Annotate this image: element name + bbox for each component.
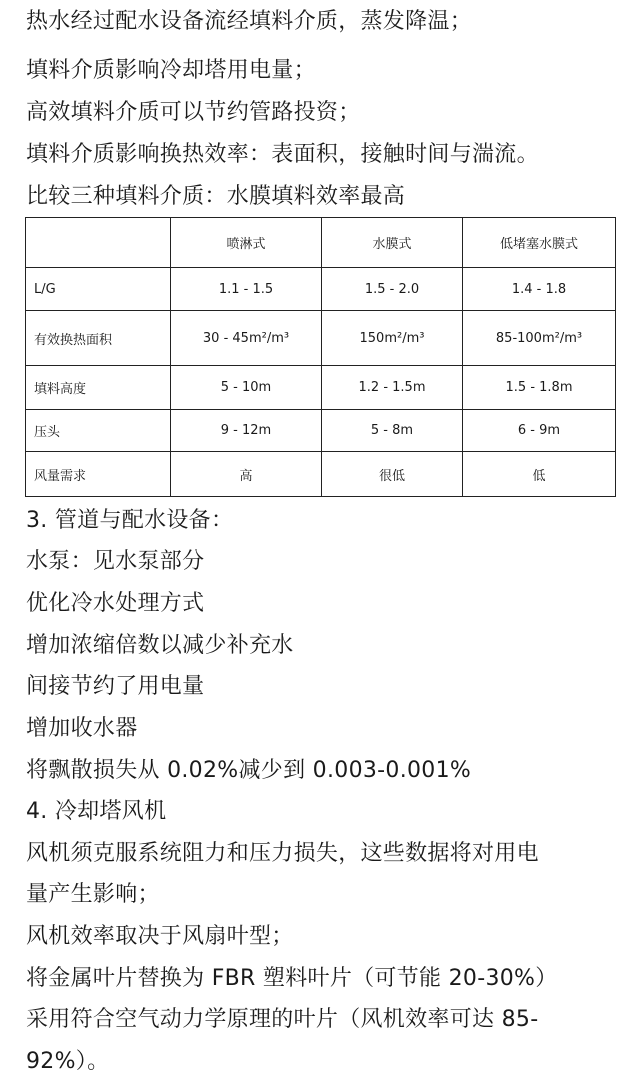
- section-heading: 3. 管道与配水设备：: [26, 508, 234, 533]
- intro-line: 填料介质影响冷却塔用电量；: [26, 58, 316, 83]
- table-header-cell: 喷淋式: [171, 218, 322, 268]
- table-cell: 很低: [322, 452, 463, 497]
- section-line: 量产生影响；: [26, 882, 160, 907]
- table-cell: 1.2 - 1.5m: [322, 366, 463, 410]
- table-cell: 6 - 9m: [463, 410, 616, 452]
- table-header-cell: [26, 218, 171, 268]
- intro-line: 热水经过配水设备流经填料介质，蒸发降温；: [26, 9, 473, 34]
- table-cell: 150m²/m³: [322, 311, 463, 366]
- table-cell: 9 - 12m: [171, 410, 322, 452]
- table-row: [26, 311, 616, 366]
- intro-line: 高效填料介质可以节约管路投资；: [26, 100, 361, 125]
- table-cell: 低: [463, 452, 616, 497]
- section-heading: 4. 冷却塔风机: [26, 799, 167, 824]
- table-row-label: 压头: [26, 410, 171, 452]
- section-line: 风机效率取决于风扇叶型；: [26, 924, 294, 949]
- intro-line: 填料介质影响换热效率：表面积，接触时间与湍流。: [26, 142, 539, 167]
- table-header-cell: 低堵塞水膜式: [463, 218, 616, 268]
- table-cell: 30 - 45m²/m³: [171, 311, 322, 366]
- table-cell: 1.1 - 1.5: [171, 268, 322, 311]
- table-cell: 1.5 - 1.8m: [463, 366, 616, 410]
- table-row: [26, 452, 616, 497]
- table-row-label: 填料高度: [26, 366, 171, 410]
- section-line: 间接节约了用电量: [26, 674, 205, 699]
- section-line: 风机须克服系统阻力和压力损失，这些数据将对用电: [26, 841, 539, 866]
- table-row: [26, 268, 616, 311]
- table-cell: 5 - 8m: [322, 410, 463, 452]
- table-cell: 5 - 10m: [171, 366, 322, 410]
- fill-media-comparison-table: [25, 217, 616, 497]
- table-cell: 1.5 - 2.0: [322, 268, 463, 311]
- section-line: 水泵：见水泵部分: [26, 549, 205, 574]
- section-line: 优化冷水处理方式: [26, 591, 205, 616]
- section-line: 采用符合空气动力学原理的叶片（风机效率可达 85-: [26, 1007, 539, 1032]
- table-row: [26, 410, 616, 452]
- section-line: 将金属叶片替换为 FBR 塑料叶片（可节能 20-30%）: [26, 966, 558, 991]
- table-row-label: L/G: [26, 268, 171, 311]
- section-line: 将飘散损失从 0.02%减少到 0.003-0.001%: [26, 758, 472, 783]
- table-cell: 1.4 - 1.8: [463, 268, 616, 311]
- table-cell: 高: [171, 452, 322, 497]
- table-row: [26, 366, 616, 410]
- table-row-label: 有效换热面积: [26, 311, 171, 366]
- table-header-row: [26, 218, 616, 268]
- table-row-label: 风量需求: [26, 452, 171, 497]
- table-cell: 85-100m²/m³: [463, 311, 616, 366]
- section-line: 增加收水器: [26, 716, 138, 741]
- intro-line: 比较三种填料介质：水膜填料效率最高: [26, 184, 406, 209]
- section-line: 92%）。: [26, 1049, 110, 1074]
- section-line: 增加浓缩倍数以减少补充水: [26, 633, 294, 658]
- table-header-cell: 水膜式: [322, 218, 463, 268]
